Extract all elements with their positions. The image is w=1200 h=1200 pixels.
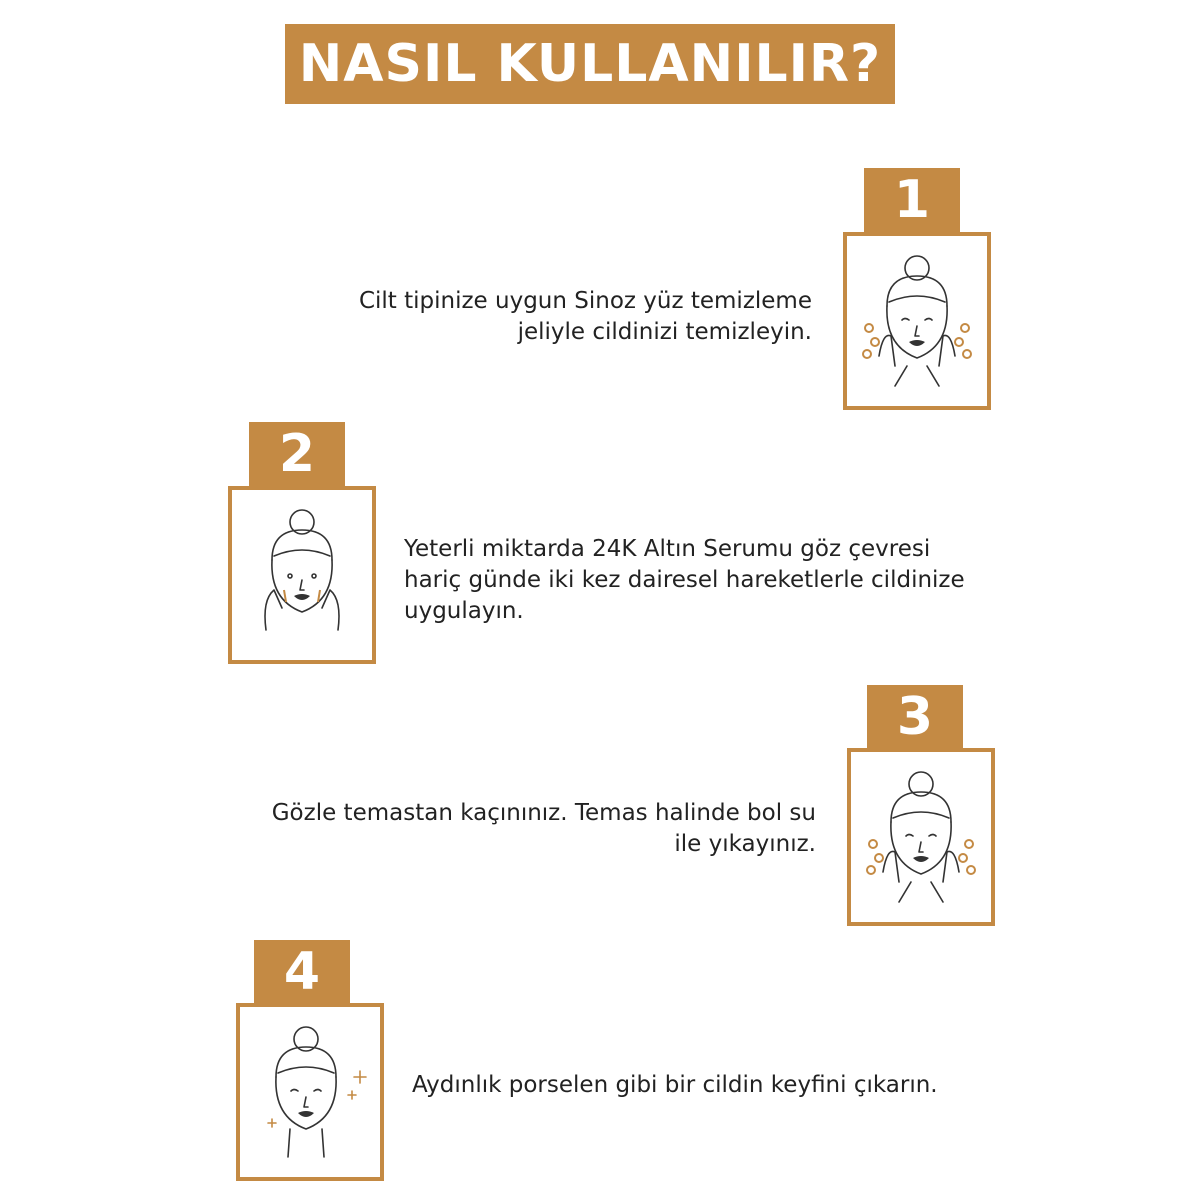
step-number: 3 bbox=[896, 687, 934, 747]
step-number: 1 bbox=[893, 170, 931, 230]
step-number-badge bbox=[249, 422, 345, 486]
face-washing-icon bbox=[847, 236, 987, 406]
step-text: Yeterli miktarda 24K Altın Serumu göz çevresi hariç günde iki kez dairesel hareketlerle cildinize uygulayın. bbox=[404, 536, 965, 624]
step-number: 4 bbox=[283, 942, 321, 1002]
step-number-badge bbox=[864, 168, 960, 232]
step-illustration-frame bbox=[228, 486, 376, 664]
step-number: 2 bbox=[278, 424, 316, 484]
page-title: NASIL KULLANILIR? bbox=[298, 34, 882, 94]
step-number-badge bbox=[254, 940, 350, 1004]
step-illustration-frame bbox=[847, 748, 995, 926]
title-banner bbox=[285, 24, 895, 104]
face-massage-icon bbox=[232, 490, 372, 660]
step-illustration-frame bbox=[236, 1003, 384, 1181]
step-text: Gözle temastan kaçınınız. Temas halinde bol su ile yıkayınız. bbox=[271, 800, 816, 857]
face-rinsing-icon bbox=[851, 752, 991, 922]
face-glowing-icon bbox=[240, 1007, 380, 1177]
step-illustration-frame bbox=[843, 232, 991, 410]
step-number-badge bbox=[867, 685, 963, 749]
step-text: Aydınlık porselen gibi bir cildin keyfini çıkarın. bbox=[412, 1072, 938, 1098]
step-text: Cilt tipinize uygun Sinoz yüz temizleme jeliyle cildinizi temizleyin. bbox=[358, 288, 812, 345]
